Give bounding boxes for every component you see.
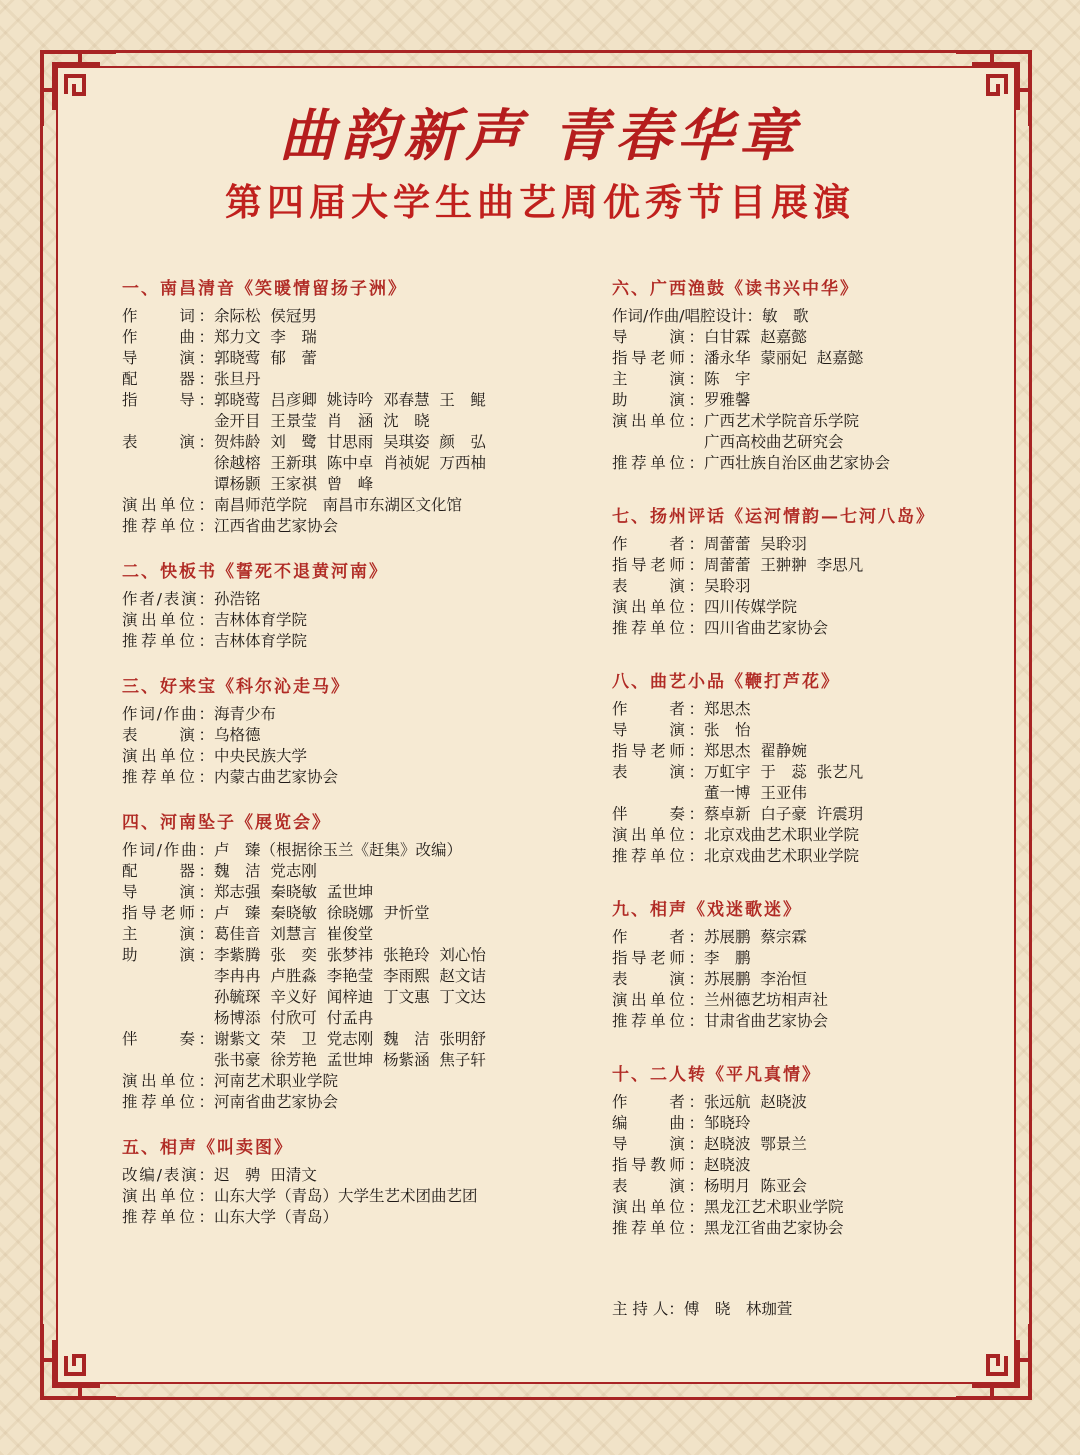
program-section — [612, 504, 1012, 639]
credit-role: 指导老师： — [612, 742, 704, 760]
credit-row — [122, 327, 562, 348]
credit-names: 赵晓波 — [704, 1156, 751, 1174]
credit-row — [122, 882, 562, 903]
credit-names: 四川省曲艺家协会 — [704, 619, 829, 637]
section-title: 五、相声《叫卖图》 — [122, 1138, 293, 1158]
credit-role: 指导老师： — [122, 904, 214, 922]
credit-row — [122, 1008, 562, 1029]
credit-role: 推荐单位： — [122, 1093, 214, 1111]
program-section — [612, 669, 1012, 867]
credit-row — [122, 390, 562, 411]
credit-role: 作 者： — [612, 928, 704, 946]
credit-row — [122, 610, 562, 631]
credit-names: 李紫腾 张 奕 张梦祎 张艳玲 刘心怡 — [214, 946, 486, 964]
credit-names: 海青少布 — [214, 705, 277, 723]
credit-row — [612, 783, 1012, 804]
credit-names: 甘肃省曲艺家协会 — [704, 1012, 829, 1030]
credit-row — [122, 987, 562, 1008]
credit-role: 表 演： — [122, 726, 214, 744]
credit-names: 吉林体育学院 — [214, 611, 308, 629]
credit-role: 演出单位： — [122, 1187, 214, 1205]
credit-role: 作词/作曲： — [122, 705, 214, 723]
credit-role — [122, 987, 214, 1008]
credit-row — [122, 631, 562, 652]
credit-names: 谢紫文 荣 卫 党志刚 魏 洁 张明舒 — [214, 1030, 486, 1048]
credit-names: 董一博 王亚伟 — [704, 784, 807, 802]
credit-role: 作 者： — [612, 700, 704, 718]
credit-names: 郑力文 李 瑞 — [214, 328, 317, 346]
program-section — [122, 810, 562, 1113]
credit-row — [612, 846, 1012, 867]
credit-role: 推荐单位： — [122, 517, 214, 535]
credit-role: 作 者： — [612, 535, 704, 553]
credit-names: 余际松 侯冠男 — [214, 307, 317, 325]
credit-names: 黑龙江艺术职业学院 — [704, 1198, 844, 1216]
credit-role — [122, 453, 214, 474]
credit-row — [612, 453, 1012, 474]
credit-role: 配 器： — [122, 370, 214, 388]
credit-role: 推荐单位： — [612, 847, 704, 865]
credit-names: 张旦丹 — [214, 370, 261, 388]
credit-names: 卢 臻 秦晓敏 徐晓娜 尹忻堂 — [214, 904, 430, 922]
credit-names: 兰州德艺坊相声社 — [704, 991, 829, 1009]
credit-row — [612, 762, 1012, 783]
program-column-right — [612, 276, 1012, 1269]
credit-names: 陈 宇 — [704, 370, 751, 388]
credit-role: 作者/表演： — [122, 590, 214, 608]
credit-row — [612, 411, 1012, 432]
program-section — [612, 1062, 1012, 1239]
credit-names: 北京戏曲艺术职业学院 — [704, 847, 860, 865]
credit-names: 四川传媒学院 — [704, 598, 798, 616]
credit-names: 谭杨颢 王家祺 曾 峰 — [214, 475, 374, 493]
credit-row — [122, 474, 562, 495]
credit-names: 广西高校曲艺研究会 — [704, 433, 844, 451]
credit-names: 北京戏曲艺术职业学院 — [704, 826, 860, 844]
credit-role — [612, 432, 704, 453]
credit-role: 作 者： — [612, 1093, 704, 1111]
corner-ornament-icon — [40, 1322, 118, 1400]
credit-row — [612, 618, 1012, 639]
credit-row — [612, 804, 1012, 825]
credit-role: 表 演： — [122, 433, 214, 451]
credit-row — [612, 699, 1012, 720]
section-title: 十、二人转《平凡真情》 — [612, 1065, 821, 1085]
credit-row — [122, 903, 562, 924]
credit-names: 白甘霖 赵嘉懿 — [704, 328, 807, 346]
program-column-left — [122, 276, 562, 1250]
credit-names: 黑龙江省曲艺家协会 — [704, 1219, 844, 1237]
credit-row — [122, 516, 562, 537]
credit-row — [122, 1165, 562, 1186]
credit-role: 演出单位： — [122, 1072, 214, 1090]
section-title: 七、扬州评话《运河情韵—七河八岛》 — [612, 507, 935, 527]
credit-row — [122, 1050, 562, 1071]
credit-role: 演出单位： — [612, 1198, 704, 1216]
credit-role: 配 器： — [122, 862, 214, 880]
credit-role: 演出单位： — [612, 826, 704, 844]
credit-row — [612, 948, 1012, 969]
credit-role: 演出单位： — [612, 991, 704, 1009]
credit-names: 山东大学（青岛）大学生艺术团曲艺团 — [214, 1187, 478, 1205]
credit-names: 吴聆羽 — [704, 577, 751, 595]
credit-role — [122, 474, 214, 495]
credit-role: 表 演： — [612, 577, 704, 595]
credit-row — [122, 306, 562, 327]
credit-role: 表 演： — [612, 1177, 704, 1195]
credit-names: 李 鹏 — [704, 949, 751, 967]
credit-role — [612, 783, 704, 804]
credit-role: 表 演： — [612, 763, 704, 781]
credit-role: 编 曲： — [612, 1114, 704, 1132]
section-title: 三、好来宝《科尔沁走马》 — [122, 677, 350, 697]
credit-names: 贺炜龄 刘 鹭 甘思雨 吴琪姿 颜 弘 — [214, 433, 486, 451]
credit-row — [122, 1071, 562, 1092]
credit-row — [612, 990, 1012, 1011]
credit-row — [612, 306, 1012, 327]
credit-names: 魏 洁 党志刚 — [214, 862, 317, 880]
credit-row — [122, 453, 562, 474]
credit-row — [122, 1092, 562, 1113]
credit-names: 杨博添 付欣可 付孟冉 — [214, 1009, 374, 1027]
credit-names: 江西省曲艺家协会 — [214, 517, 339, 535]
credit-role: 导 演： — [612, 721, 704, 739]
credit-role: 伴 奏： — [612, 805, 704, 823]
credit-names: 孙浩铭 — [214, 590, 261, 608]
credit-row — [612, 597, 1012, 618]
credit-row — [122, 1186, 562, 1207]
program-section — [122, 276, 562, 537]
credit-role — [122, 1050, 214, 1071]
credit-row — [612, 348, 1012, 369]
credit-row — [612, 534, 1012, 555]
credit-role: 表 演： — [612, 970, 704, 988]
credit-row — [122, 704, 562, 725]
credit-row — [122, 924, 562, 945]
credit-names: 杨明月 陈亚会 — [704, 1177, 807, 1195]
credit-names: 迟 骋 田清文 — [214, 1166, 317, 1184]
credit-names: 罗雅馨 — [704, 391, 751, 409]
credit-row — [612, 1011, 1012, 1032]
credit-row — [122, 1207, 562, 1228]
credit-role: 导 演： — [612, 328, 704, 346]
credit-role: 指导教师： — [612, 1156, 704, 1174]
credit-role: 指导老师： — [612, 949, 704, 967]
credit-names: 金开目 王景莹 肖 涵 沈 晓 — [214, 412, 430, 430]
credit-names: 中央民族大学 — [214, 747, 308, 765]
credit-names: 赵晓波 鄂景兰 — [704, 1135, 807, 1153]
credit-role: 作 曲： — [122, 328, 214, 346]
credit-row — [612, 576, 1012, 597]
credit-names: 内蒙古曲艺家协会 — [214, 768, 339, 786]
credit-names: 邹晓玲 — [704, 1114, 751, 1132]
credit-names: 葛佳音 刘慧言 崔俊堂 — [214, 925, 374, 943]
credit-row — [612, 825, 1012, 846]
credit-names: 张 怡 — [704, 721, 751, 739]
credit-role: 指导老师： — [612, 349, 704, 367]
credit-row — [612, 369, 1012, 390]
credit-role: 作 词： — [122, 307, 214, 325]
credit-row — [122, 1029, 562, 1050]
program-section — [122, 559, 562, 652]
credit-row — [122, 746, 562, 767]
credit-names: 李冉冉 卢胜淼 李艳莹 李雨熙 赵文诘 — [214, 967, 486, 985]
credit-row — [612, 1176, 1012, 1197]
credit-role: 改编/表演： — [122, 1166, 214, 1184]
credit-names: 卢 臻（根据徐玉兰《赶集》改编） — [214, 841, 463, 859]
credit-names: 河南艺术职业学院 — [214, 1072, 339, 1090]
credit-row — [122, 369, 562, 390]
credit-role: 助 演： — [122, 946, 214, 964]
credit-names: 周蕾蕾 王翀翀 李思凡 — [704, 556, 864, 574]
credit-names: 郑志强 秦晓敏 孟世坤 — [214, 883, 374, 901]
host-credit: 主 持 人：傅 晓 林珈萱 — [612, 1300, 793, 1318]
credit-names: 乌格德 — [214, 726, 261, 744]
credit-row — [612, 555, 1012, 576]
credit-role: 演出单位： — [122, 496, 214, 514]
credit-names: 郭晓莺 郁 蕾 — [214, 349, 317, 367]
page-title: 曲韵新声 青春华章 — [279, 103, 801, 169]
credit-row — [122, 966, 562, 987]
corner-ornament-icon — [954, 1322, 1032, 1400]
credit-row — [612, 1218, 1012, 1239]
credit-role: 推荐单位： — [122, 1208, 214, 1226]
credit-role: 推荐单位： — [122, 632, 214, 650]
credit-names: 周蕾蕾 吴聆羽 — [704, 535, 807, 553]
credit-role: 指 导： — [122, 391, 214, 409]
credit-row — [122, 725, 562, 746]
credit-names: 南昌师范学院 南昌市东湖区文化馆 — [214, 496, 463, 514]
credit-names: 山东大学（青岛） — [214, 1208, 339, 1226]
credit-role: 指导老师： — [612, 556, 704, 574]
credit-row — [122, 589, 562, 610]
credit-role: 推荐单位： — [612, 454, 704, 472]
credit-row — [612, 1197, 1012, 1218]
credit-role: 导 演： — [122, 883, 214, 901]
section-title: 六、广西渔鼓《读书兴中华》 — [612, 279, 859, 299]
credit-role: 演出单位： — [122, 611, 214, 629]
credit-names: 吉林体育学院 — [214, 632, 308, 650]
credit-row — [612, 720, 1012, 741]
credit-role: 作词/作曲/唱腔设计： — [612, 307, 762, 325]
credit-role: 导 演： — [612, 1135, 704, 1153]
page-subtitle: 第四届大学生曲艺周优秀节目展演 — [225, 181, 855, 224]
credit-names: 张远航 赵晓波 — [704, 1093, 807, 1111]
credit-names: 广西艺术学院音乐学院 — [704, 412, 860, 430]
credit-names: 苏展鹏 李治恒 — [704, 970, 807, 988]
credit-role: 助 演： — [612, 391, 704, 409]
credit-row — [122, 411, 562, 432]
credit-row — [612, 390, 1012, 411]
credit-role: 主 演： — [612, 370, 704, 388]
credit-row — [612, 1134, 1012, 1155]
credit-names: 河南省曲艺家协会 — [214, 1093, 339, 1111]
credit-role: 演出单位： — [612, 412, 704, 430]
credit-names: 敏 歌 — [761, 307, 809, 325]
credit-names: 徐越榕 王新琪 陈中卓 肖祯妮 万西柚 — [214, 454, 486, 472]
credit-names: 郭晓莺 吕彦卿 姚诗吟 邓春慧 王 鲲 — [214, 391, 486, 409]
credit-row — [612, 969, 1012, 990]
section-title: 四、河南坠子《展览会》 — [122, 813, 331, 833]
credit-names: 潘永华 蒙丽妃 赵嘉懿 — [704, 349, 864, 367]
section-title: 八、曲艺小品《鞭打芦花》 — [612, 672, 840, 692]
credit-row — [612, 1155, 1012, 1176]
credit-row — [122, 840, 562, 861]
credit-role — [122, 411, 214, 432]
credit-role: 演出单位： — [122, 747, 214, 765]
credit-row — [612, 1113, 1012, 1134]
credit-role: 推荐单位： — [612, 619, 704, 637]
credit-row — [122, 495, 562, 516]
credit-row — [122, 767, 562, 788]
credit-role — [122, 1008, 214, 1029]
credit-role — [122, 966, 214, 987]
credit-row — [612, 432, 1012, 453]
credit-row — [122, 945, 562, 966]
credit-row — [122, 348, 562, 369]
credit-role: 推荐单位： — [122, 768, 214, 786]
credit-names: 万虹宇 于 蕊 张艺凡 — [704, 763, 864, 781]
program-section — [122, 1135, 562, 1228]
credit-role: 导 演： — [122, 349, 214, 367]
credit-row — [122, 432, 562, 453]
credit-names: 苏展鹏 蔡宗霖 — [704, 928, 807, 946]
credit-role: 推荐单位： — [612, 1219, 704, 1237]
credit-role: 演出单位： — [612, 598, 704, 616]
credit-row — [612, 927, 1012, 948]
section-title: 二、快板书《誓死不退黄河南》 — [122, 562, 388, 582]
credit-row — [612, 327, 1012, 348]
credit-role: 推荐单位： — [612, 1012, 704, 1030]
credit-role: 主 演： — [122, 925, 214, 943]
credit-row — [612, 741, 1012, 762]
program-section — [122, 674, 562, 788]
section-title: 九、相声《戏迷歌迷》 — [612, 900, 802, 920]
credit-names: 张书豪 徐芳艳 孟世坤 杨紫涵 焦子轩 — [214, 1051, 486, 1069]
section-title: 一、南昌清音《笑暖情留扬子洲》 — [122, 279, 407, 299]
credit-names: 郑思杰 — [704, 700, 751, 718]
credit-row — [122, 861, 562, 882]
credit-role: 作词/作曲： — [122, 841, 214, 859]
credit-names: 蔡卓新 白子豪 许震玥 — [704, 805, 864, 823]
credit-row — [612, 1092, 1012, 1113]
credit-names: 孙毓琛 辛义好 闻梓迪 丁文惠 丁文达 — [214, 988, 486, 1006]
credit-names: 郑思杰 翟静婉 — [704, 742, 807, 760]
program-section — [612, 276, 1012, 474]
program-section — [612, 897, 1012, 1032]
credit-names: 广西壮族自治区曲艺家协会 — [704, 454, 891, 472]
credit-role: 伴 奏： — [122, 1030, 214, 1048]
